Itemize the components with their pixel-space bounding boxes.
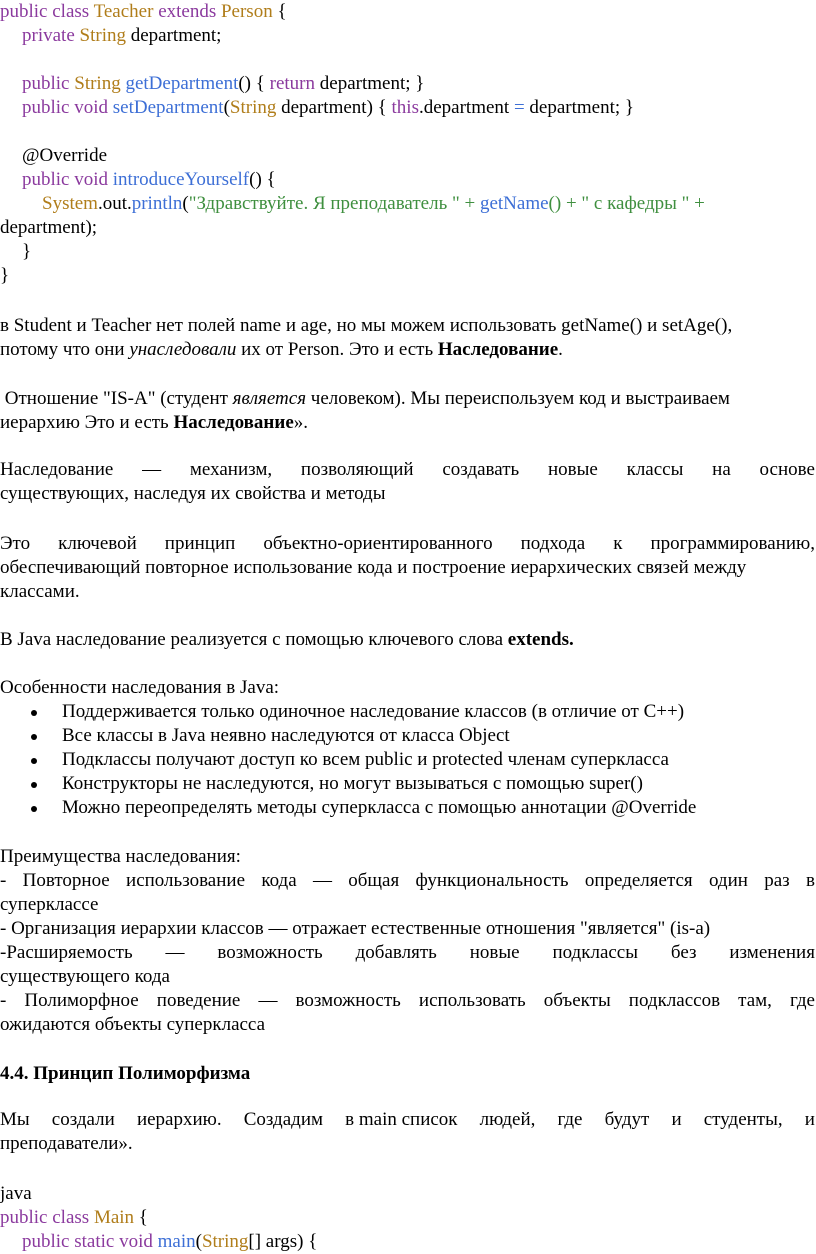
bullet-icon	[31, 758, 37, 764]
bullet-icon	[31, 710, 37, 716]
word: —	[312, 870, 332, 891]
list-item-text: Подклассы получают доступ ко всем public и protected членам суперкласса	[62, 749, 669, 770]
paragraph-key-principle: Это ключевой принцип объектно-ориентированного подхода к программированию, обеспечивающий повторное использование кода и построение иерархических связей между классами.	[0, 533, 815, 602]
word: там,	[738, 990, 772, 1011]
list-item	[0, 772, 696, 796]
paragraph-is-a: Отношение "IS-A" (студент является человеком). Мы переиспользуем код и выстраиваем иерархию Это и есть Наследование».	[0, 388, 730, 433]
word: Повторное	[22, 870, 110, 891]
list-item	[0, 748, 696, 772]
list-item	[0, 796, 696, 820]
justified-line	[0, 532, 815, 556]
justified-line	[0, 869, 815, 893]
advantages-block: Преимущества наследования: - Повторное использование кода — общая функциональность определяется один раз в суперклассе - Организация иерархии классов — отражает естественные отношения "является" (is-a) -Расширяемость — возможность добавлять новые подклассы без изменения существующего кода - Полиморфное поведение — возможность использовать объекты подклассов там, где ожидаются объекты суперкласса	[0, 846, 815, 1035]
code-line-6: public void introduceYourself() {	[22, 169, 276, 190]
word: раз	[764, 870, 790, 891]
justified-line	[0, 941, 815, 965]
code-line-5: @Override	[22, 145, 108, 166]
word: создали	[51, 1109, 115, 1130]
list-item-text: Все классы в Java неявно наследуются от класса Object	[62, 725, 510, 746]
word: где	[557, 1109, 583, 1130]
word: функциональность	[415, 870, 569, 891]
word: объектно-ориентированного	[263, 533, 493, 554]
list-item-text: Поддерживается только одиночное наследование классов (в отличие от C++)	[62, 701, 685, 722]
code-line-2: private String department;	[22, 25, 222, 46]
word: механизм,	[189, 459, 273, 480]
justified-line	[0, 458, 815, 482]
code-line-main-2: public static void main(String[] args) {	[22, 1231, 318, 1252]
word: добавлять	[355, 942, 437, 963]
bullet-icon	[31, 734, 37, 740]
word: изменения	[729, 942, 815, 963]
features-list	[0, 700, 696, 820]
word: общая	[348, 870, 400, 891]
word: студенты,	[703, 1109, 783, 1130]
word: позволяющий	[300, 459, 414, 480]
word: новые	[469, 942, 520, 963]
word: будут	[604, 1109, 650, 1130]
justified-line	[0, 1108, 815, 1132]
word: определяется	[584, 870, 693, 891]
word: -	[0, 990, 7, 1011]
word: —	[258, 990, 278, 1011]
word: подклассы	[552, 942, 639, 963]
code-line-main-1: public class Main {	[0, 1207, 148, 1228]
bullet-icon	[31, 782, 37, 788]
word: иерархию.	[136, 1109, 222, 1130]
word: Это	[0, 533, 31, 554]
word: объекты	[543, 990, 611, 1011]
word: на	[712, 459, 731, 480]
code-line-4: public void setDepartment(String department) { this.department = department; }	[22, 97, 635, 118]
word: ключевой	[58, 533, 137, 554]
code-line-1: public class Teacher extends Person {	[0, 1, 287, 22]
justified-line	[0, 989, 815, 1013]
code-line-3: public String getDepartment() { return department; }	[22, 73, 425, 94]
list-item	[0, 700, 696, 724]
features-title: Особенности наследования в Java:	[0, 677, 280, 698]
word: -Расширяемость	[0, 942, 133, 963]
word: -	[0, 870, 7, 891]
word: создавать	[442, 459, 520, 480]
list-item	[0, 724, 696, 748]
word: подхода	[520, 533, 586, 554]
bullet-icon	[31, 806, 37, 812]
paragraph-definition: Наследование — механизм, позволяющий создавать новые классы на основе существующих, наследуя их свойства и методы	[0, 459, 815, 504]
word: новые	[547, 459, 598, 480]
word: Создадим	[243, 1109, 324, 1130]
word: принцип	[164, 533, 236, 554]
word: программированию,	[650, 533, 815, 554]
code-line-7: System.out.println("Здравствуйте. Я преподаватель " + getName() + " с кафедры " +	[42, 193, 705, 214]
paragraph-polymorphism-intro: Мы создали иерархию. Создадим в main список людей, где будут и студенты, и преподаватели».	[0, 1109, 815, 1154]
word: использование	[126, 870, 246, 891]
word: без	[670, 942, 697, 963]
code-line-8: department);	[0, 217, 98, 238]
word: к	[613, 533, 623, 554]
word: кода	[261, 870, 297, 891]
word: —	[142, 459, 162, 480]
paragraph-inheritance-example: в Student и Teacher нет полей name и age, но мы можем использовать getName() и setAge(), потому что они унаследовали их от Person. Это и есть Наследование.	[0, 315, 733, 360]
word: Полиморфное	[24, 990, 139, 1011]
word: и	[671, 1109, 682, 1130]
word: подклассов	[628, 990, 721, 1011]
word: основе	[759, 459, 815, 480]
word: в main список	[345, 1109, 458, 1130]
word: один	[708, 870, 748, 891]
word: и	[804, 1109, 815, 1130]
word: возможность	[295, 990, 401, 1011]
word: Мы	[0, 1109, 30, 1130]
word: в	[805, 870, 815, 891]
word: использовать	[418, 990, 526, 1011]
section-heading: 4.4. Принцип Полиморфизма	[0, 1063, 251, 1084]
code-line-10: }	[0, 265, 10, 286]
code-line-9: }	[22, 241, 32, 262]
word: —	[165, 942, 185, 963]
code-language-label: java	[0, 1183, 32, 1204]
word: возможность	[217, 942, 323, 963]
list-item-text: Конструкторы не наследуются, но могут вызываться с помощью super()	[62, 773, 643, 794]
word: классы	[626, 459, 684, 480]
paragraph-extends: В Java наследование реализуется с помощью ключевого слова extends.	[0, 629, 574, 650]
list-item-text: Можно переопределять методы суперкласса с помощью аннотации @Override	[62, 797, 697, 818]
word: людей,	[479, 1109, 536, 1130]
word: где	[789, 990, 815, 1011]
word: поведение	[156, 990, 241, 1011]
word: Наследование	[0, 459, 114, 480]
